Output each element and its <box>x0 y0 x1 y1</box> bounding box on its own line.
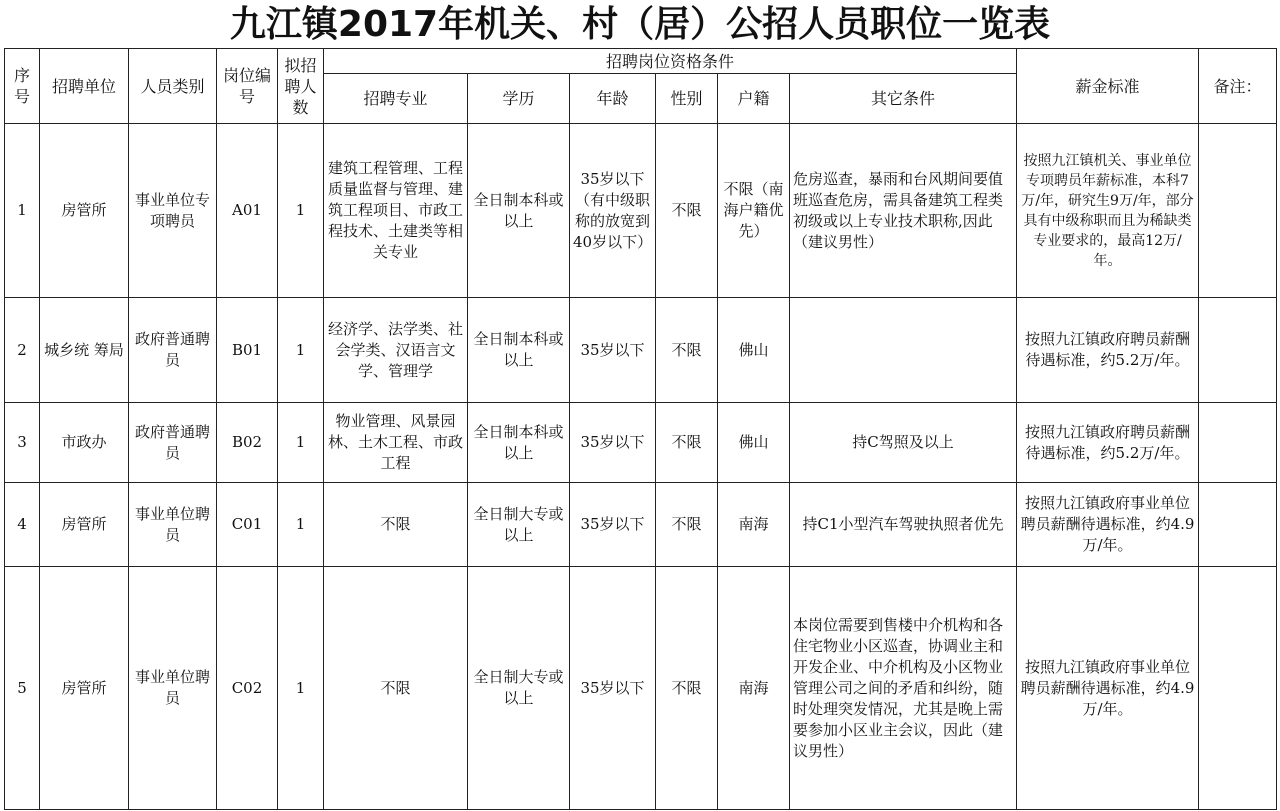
cell-category: 事业单位聘员 <box>129 483 217 567</box>
cell-hukou: 南海 <box>718 567 790 810</box>
cell-salary: 按照九江镇政府事业单位聘员薪酬待遇标准，约4.9万/年。 <box>1017 567 1199 810</box>
cell-code: B02 <box>217 403 278 483</box>
cell-education: 全日制大专或以上 <box>468 483 570 567</box>
cell-major: 物业管理、风景园林、土木工程、市政工程 <box>324 403 468 483</box>
header-education: 学历 <box>468 74 570 124</box>
cell-hukou: 不限（南海户籍优先） <box>718 124 790 298</box>
cell-gender: 不限 <box>656 483 718 567</box>
cell-remarks <box>1199 483 1277 567</box>
cell-salary: 按照九江镇政府聘员薪酬待遇标准，约5.2万/年。 <box>1017 403 1199 483</box>
table-row <box>5 567 1277 810</box>
cell-category: 政府普通聘员 <box>129 403 217 483</box>
cell-major: 建筑工程管理、工程质量监督与管理、建筑工程项目、市政工程技术、土建类等相关专业 <box>324 124 468 298</box>
table-row <box>5 403 1277 483</box>
header-other: 其它条件 <box>790 74 1017 124</box>
cell-seq: 4 <box>5 483 40 567</box>
cell-education: 全日制本科或以上 <box>468 124 570 298</box>
cell-remarks <box>1199 124 1277 298</box>
cell-gender: 不限 <box>656 403 718 483</box>
cell-age: 35岁以下 <box>570 403 656 483</box>
cell-category: 政府普通聘员 <box>129 298 217 403</box>
cell-age: 35岁以下（有中级职称的放宽到40岁以下） <box>570 124 656 298</box>
cell-count: 1 <box>278 483 324 567</box>
cell-education: 全日制大专或以上 <box>468 567 570 810</box>
cell-other: 本岗位需要到售楼中介机构和各住宅物业小区巡查，协调业主和开发企业、中介机构及小区物业管理公司之间的矛盾和纠纷，随时处理突发情况，尤其是晚上需要参加小区业主会议，因此（建议男性） <box>790 567 1017 810</box>
header-remarks: 备注： <box>1199 49 1277 124</box>
cell-remarks <box>1199 298 1277 403</box>
cell-count: 1 <box>278 567 324 810</box>
cell-code: A01 <box>217 124 278 298</box>
cell-major: 经济学、法学类、社会学类、汉语言文学、管理学 <box>324 298 468 403</box>
header-major: 招聘专业 <box>324 74 468 124</box>
cell-count: 1 <box>278 298 324 403</box>
cell-code: C01 <box>217 483 278 567</box>
cell-count: 1 <box>278 403 324 483</box>
cell-age: 35岁以下 <box>570 298 656 403</box>
cell-code: C02 <box>217 567 278 810</box>
cell-other: 持C1小型汽车驾驶执照者优先 <box>790 483 1017 567</box>
cell-category: 事业单位专项聘员 <box>129 124 217 298</box>
cell-seq: 3 <box>5 403 40 483</box>
cell-other: 持C驾照及以上 <box>790 403 1017 483</box>
cell-salary: 按照九江镇政府事业单位聘员薪酬待遇标准，约4.9万/年。 <box>1017 483 1199 567</box>
cell-unit: 城乡统 筹局 <box>40 298 129 403</box>
cell-unit: 房管所 <box>40 483 129 567</box>
header-unit: 招聘单位 <box>40 49 129 124</box>
cell-hukou: 佛山 <box>718 298 790 403</box>
cell-education: 全日制本科或以上 <box>468 403 570 483</box>
cell-salary: 按照九江镇机关、事业单位专项聘员年薪标准，本科7万/年，研究生9万/年，部分具有中级称职而且为稀缺类专业要求的，最高12万/年。 <box>1017 124 1199 298</box>
cell-category: 事业单位聘员 <box>129 567 217 810</box>
page-title: 九江镇2017年机关、村（居）公招人员职位一览表 <box>229 4 1051 45</box>
header-count: 拟招聘人数 <box>278 49 324 124</box>
header-category: 人员类别 <box>129 49 217 124</box>
header-hukou: 户籍 <box>718 74 790 124</box>
cell-education: 全日制本科或以上 <box>468 298 570 403</box>
cell-gender: 不限 <box>656 298 718 403</box>
header-salary: 薪金标准 <box>1017 49 1199 124</box>
cell-gender: 不限 <box>656 124 718 298</box>
cell-other <box>790 298 1017 403</box>
cell-age: 35岁以下 <box>570 483 656 567</box>
header-age: 年龄 <box>570 74 656 124</box>
cell-unit: 市政办 <box>40 403 129 483</box>
table-row <box>5 298 1277 403</box>
header-code: 岗位编号 <box>217 49 278 124</box>
table-row <box>5 483 1277 567</box>
cell-seq: 2 <box>5 298 40 403</box>
cell-seq: 5 <box>5 567 40 810</box>
cell-other: 危房巡查，暴雨和台风期间要值班巡查危房，需具备建筑工程类初级或以上专业技术职称,因此（建议男性） <box>790 124 1017 298</box>
cell-remarks <box>1199 567 1277 810</box>
header-qualification-group: 招聘岗位资格条件 <box>324 49 1017 74</box>
cell-major: 不限 <box>324 567 468 810</box>
cell-unit: 房管所 <box>40 124 129 298</box>
cell-remarks <box>1199 403 1277 483</box>
cell-hukou: 佛山 <box>718 403 790 483</box>
cell-major: 不限 <box>324 483 468 567</box>
cell-seq: 1 <box>5 124 40 298</box>
cell-salary: 按照九江镇政府聘员薪酬待遇标准，约5.2万/年。 <box>1017 298 1199 403</box>
cell-age: 35岁以下 <box>570 567 656 810</box>
header-seq: 序号 <box>5 49 40 124</box>
recruitment-table <box>4 48 1277 810</box>
cell-count: 1 <box>278 124 324 298</box>
cell-hukou: 南海 <box>718 483 790 567</box>
cell-code: B01 <box>217 298 278 403</box>
table-row <box>5 124 1277 298</box>
cell-gender: 不限 <box>656 567 718 810</box>
cell-unit: 房管所 <box>40 567 129 810</box>
header-gender: 性别 <box>656 74 718 124</box>
